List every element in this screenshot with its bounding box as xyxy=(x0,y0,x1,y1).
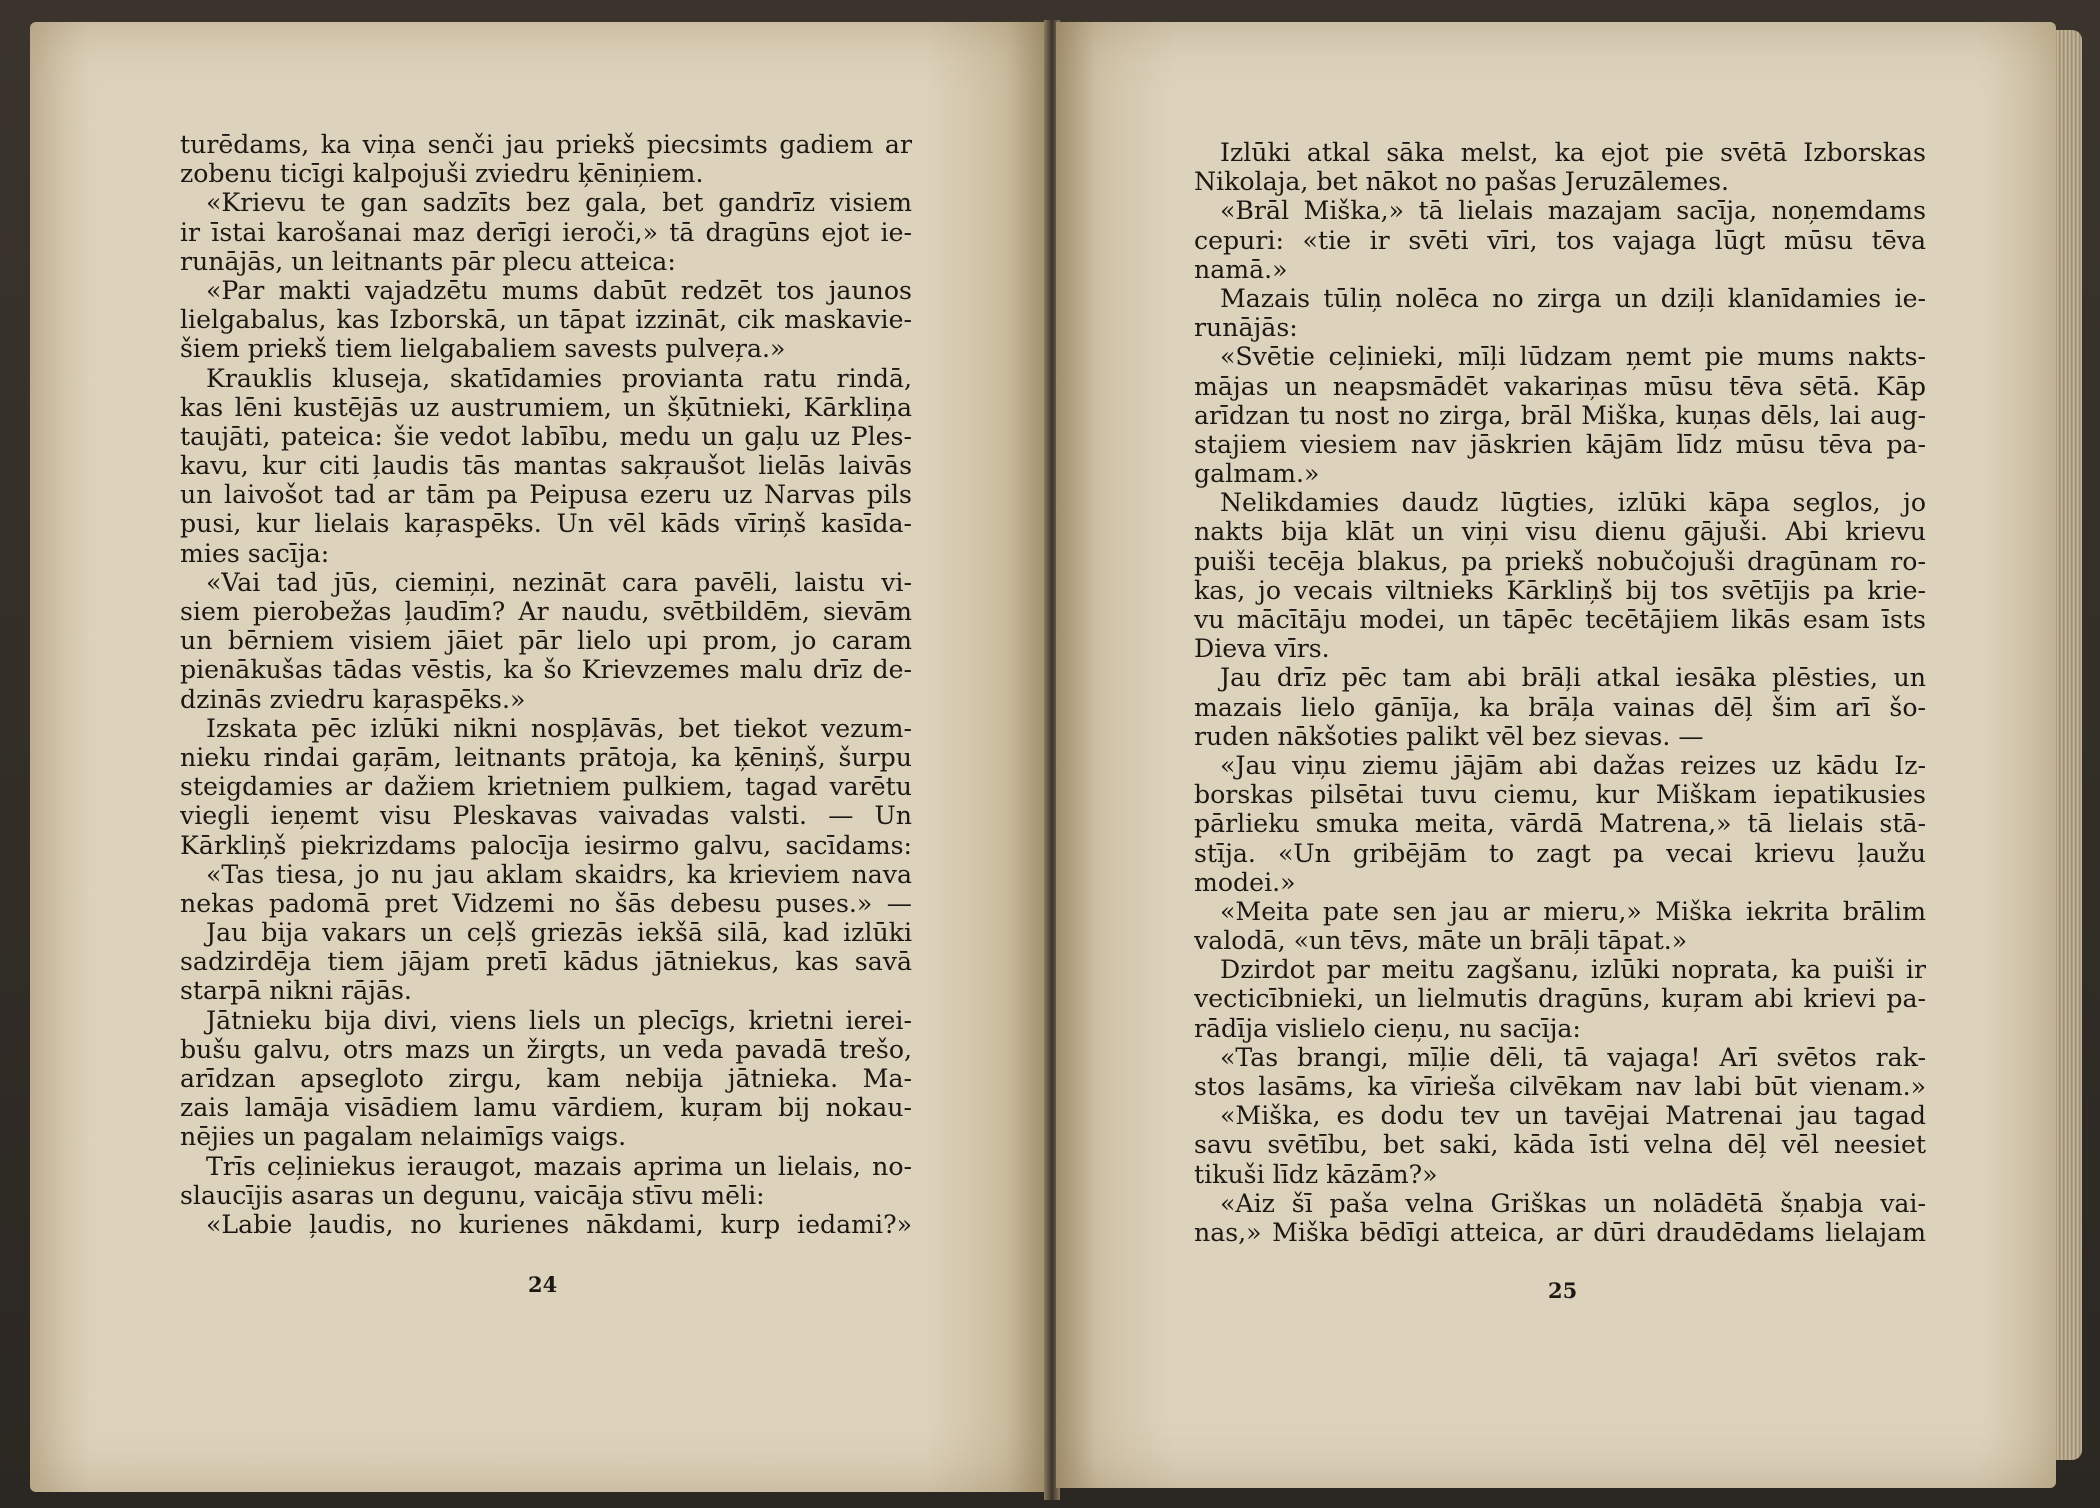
text-line: stīja. «Un gribējām to zagt pa vecai krievu ļaužu xyxy=(1194,838,1926,868)
left-page-text xyxy=(180,130,912,1239)
text-line: kas, jo vecais viltnieks Kārkliņš bij tos svētījis pa krie- xyxy=(1194,575,1926,605)
text-line: «Svētie ceļinieki, mīļi lūdzam ņemt pie mums nakts- xyxy=(1220,342,1926,372)
text-line: bušu galvu, otrs mazs un žirgts, un veda pavadā trešo, xyxy=(180,1034,912,1064)
text-line: galmam.» xyxy=(1194,459,1320,489)
text-line: zobenu ticīgi kalpojuši zviedru ķēniņiem. xyxy=(180,159,704,189)
text-line: starpā nikni rājās. xyxy=(180,976,412,1006)
text-line: Trīs ceļiniekus ieraugot, mazais aprima un lielais, no- xyxy=(206,1151,912,1181)
text-line: «Vai tad jūs, ciemiņi, nezināt cara pavēli, laistu vi- xyxy=(206,567,912,597)
text-line: tikuši līdz kāzām?» xyxy=(1194,1159,1438,1189)
text-line: runājās: xyxy=(1194,313,1298,343)
text-line: Dieva vīrs. xyxy=(1194,634,1330,664)
text-line: turēdams, ka viņa senči jau priekš piecsimts gadiem ar xyxy=(180,130,912,159)
text-line: ir īstai karošanai maz derīgi ieroči,» tā dragūns ejot ie- xyxy=(180,217,912,247)
text-line: «Meita pate sen jau ar mieru,» Miška iekrita brālim xyxy=(1220,896,1926,926)
text-line: un bērniem visiem jāiet pār lielo upi prom, jo caram xyxy=(180,626,912,656)
text-line: viegli ieņemt visu Pleskavas vaivadas valsti. — Un xyxy=(180,801,912,831)
text-line: arīdzan apsegloto zirgu, kam nebija jātnieka. Ma- xyxy=(180,1064,912,1093)
text-line: sadzirdēja tiem jājam pretī kādus jātniekus, kas savā xyxy=(180,947,912,977)
text-line: slaucījis asaras un degunu, vaicāja stīvu mēli: xyxy=(180,1180,765,1210)
text-line: Kārkliņš piekrizdams palocīja iesirmo galvu, sacīdams: xyxy=(180,830,912,860)
text-line: valodā, «un tēvs, māte un brāļi tāpat.» xyxy=(1194,926,1688,956)
text-line: ruden nākšoties palikt vēl bez sievas. — xyxy=(1194,721,1704,751)
text-line: zais lamāja visādiem lamu vārdiem, kuŗam bij nokau- xyxy=(180,1093,912,1123)
text-line: vecticībnieki, un lielmutis dragūns, kuŗam abi krievi pa- xyxy=(1194,984,1926,1014)
text-line: vu mācītāju modei, un tāpēc tecētājiem likās esam īsts xyxy=(1194,605,1926,634)
text-line: nas,» Miška bēdīgi atteica, ar dūri draudēdams lielajam xyxy=(1194,1217,1926,1247)
text-line: šiem priekš tiem lielgabaliem savests pulveŗa.» xyxy=(180,334,786,364)
page-edges xyxy=(2056,30,2082,1460)
text-line: taujāti, pateica: šie vedot labību, medu un gaļu uz Ples- xyxy=(180,421,912,451)
text-line: «Jau viņu ziemu jājām abi dažas reizes uz kādu Iz- xyxy=(1220,750,1926,780)
text-line: savu svētību, bet saki, kāda īsti velna dēļ vēl neesiet xyxy=(1194,1130,1926,1160)
text-line: «Labie ļaudis, no kurienes nākdami, kurp iedami?» xyxy=(206,1209,912,1239)
text-line: pienākušas tādas vēstis, ka šo Krievzemes malu drīz de- xyxy=(180,655,912,685)
text-line: mies sacīja: xyxy=(180,538,330,568)
text-line: Nikolaja, bet nākot no pašas Jeruzālemes. xyxy=(1194,167,1730,197)
text-line: modei.» xyxy=(1194,867,1296,897)
text-line: «Tas tiesa, jo nu jau aklam skaidrs, ka krieviem nava xyxy=(206,859,912,889)
text-line: Nelikdamies daudz lūgties, izlūki kāpa seglos, jo xyxy=(1220,488,1926,518)
text-line: Izlūki atkal sāka melst, ka ejot pie svētā Izborskas xyxy=(1220,138,1926,167)
text-line: Krauklis kluseja, skatīdamies provianta ratu rindā, xyxy=(206,363,912,393)
text-line: Jātnieku bija divi, viens liels un plecīgs, krietni ierei- xyxy=(206,1005,912,1035)
text-line: «Par makti vajadzētu mums dabūt redzēt tos jaunos xyxy=(206,275,912,305)
text-line: pusi, kur lielais kaŗaspēks. Un vēl kāds vīriņš kasīda- xyxy=(180,509,912,539)
text-line: dzinās zviedru kaŗaspēks.» xyxy=(180,684,526,714)
text-line: nējies un pagalam nelaimīgs vaigs. xyxy=(180,1122,627,1152)
left-page-number: 24 xyxy=(528,1272,558,1297)
text-line: pārlieku smuka meita, vārdā Matrena,» tā lielais stā- xyxy=(1194,809,1926,839)
text-line: stajiem viesiem nav jāskrien kājām līdz mūsu tēva pa- xyxy=(1194,429,1926,459)
text-line: siem pierobežas ļaudīm? Ar naudu, svētbildēm, sievām xyxy=(180,597,912,626)
text-line: puiši tecēja blakus, pa priekš nobučojuši dragūnam ro- xyxy=(1194,546,1926,576)
text-line: lielgabalus, kas Izborskā, un tāpat izzināt, cik maskavie- xyxy=(180,305,912,335)
text-line: Jau drīz pēc tam abi brāļi atkal iesāka plēsties, un xyxy=(1220,663,1926,693)
text-line: «Krievu te gan sadzīts bez gala, bet gandrīz visiem xyxy=(206,188,912,218)
text-line: «Miška, es dodu tev un tavējai Matrenai jau tagad xyxy=(1220,1101,1926,1131)
text-line: Jau bija vakars un ceļš griezās iekšā silā, kad izlūki xyxy=(206,918,912,948)
text-line: «Tas brangi, mīļie dēli, tā vajaga! Arī svētos rak- xyxy=(1220,1042,1926,1072)
text-line: Izskata pēc izlūki nikni nospļāvās, bet tiekot vezum- xyxy=(206,713,912,743)
text-line: namā.» xyxy=(1194,254,1288,284)
text-line: nieku rindai gaŗām, leitnants prātoja, ka ķēniņš, šurpu xyxy=(180,742,912,772)
text-line: cepuri: «tie ir svēti vīri, tos vajaga lūgt mūsu tēva xyxy=(1194,225,1926,255)
text-line: borskas pilsētai tuvu ciemu, kur Miškam iepatikusies xyxy=(1194,780,1926,810)
text-line: un laivošot tad ar tām pa Peipusa ezeru uz Narvas pils xyxy=(180,480,912,510)
text-line: nakts bija klāt un viņi visu dienu gājuši. Abi krievu xyxy=(1194,517,1926,547)
text-line: runājās, un leitnants pār plecu atteica: xyxy=(180,246,676,276)
right-page-text xyxy=(1194,138,1926,1247)
text-line: «Brāl Miška,» tā lielais mazajam sacīja, noņemdams xyxy=(1220,196,1926,226)
text-line: rādīja vislielo cieņu, nu sacīja: xyxy=(1194,1013,1581,1043)
text-line: Dzirdot par meitu zagšanu, izlūki noprata, ka puiši ir xyxy=(1220,955,1926,985)
right-page-number: 25 xyxy=(1548,1278,1578,1303)
text-line: kas lēni kustējās uz austrumiem, un šķūtnieki, Kārkliņa xyxy=(180,392,912,422)
text-line: mājas un neapsmādēt vakariņas mūsu tēva sētā. Kāp xyxy=(1194,371,1926,401)
text-line: stos lasāms, ka vīrieša cilvēkam nav labi būt vienam.» xyxy=(1194,1072,1926,1101)
text-line: kavu, kur citi ļaudis tās mantas sakŗaušot lielās laivās xyxy=(180,451,912,481)
text-line: mazais lielo gānīja, ka brāļa vainas dēļ šim arī šo- xyxy=(1194,692,1926,722)
text-line: arīdzan tu nost no zirga, brāl Miška, kuņas dēls, lai aug- xyxy=(1194,400,1926,430)
text-line: steigdamies ar dažiem krietniem pulkiem, tagad varētu xyxy=(180,772,912,802)
text-line: «Aiz šī paša velna Griškas un nolādētā šņabja vai- xyxy=(1220,1188,1926,1218)
text-line: nekas padomā pret Vidzemi no šās debesu puses.» — xyxy=(180,888,912,918)
text-line: Mazais tūliņ nolēca no zirga un dziļi klanīdamies ie- xyxy=(1220,283,1926,313)
